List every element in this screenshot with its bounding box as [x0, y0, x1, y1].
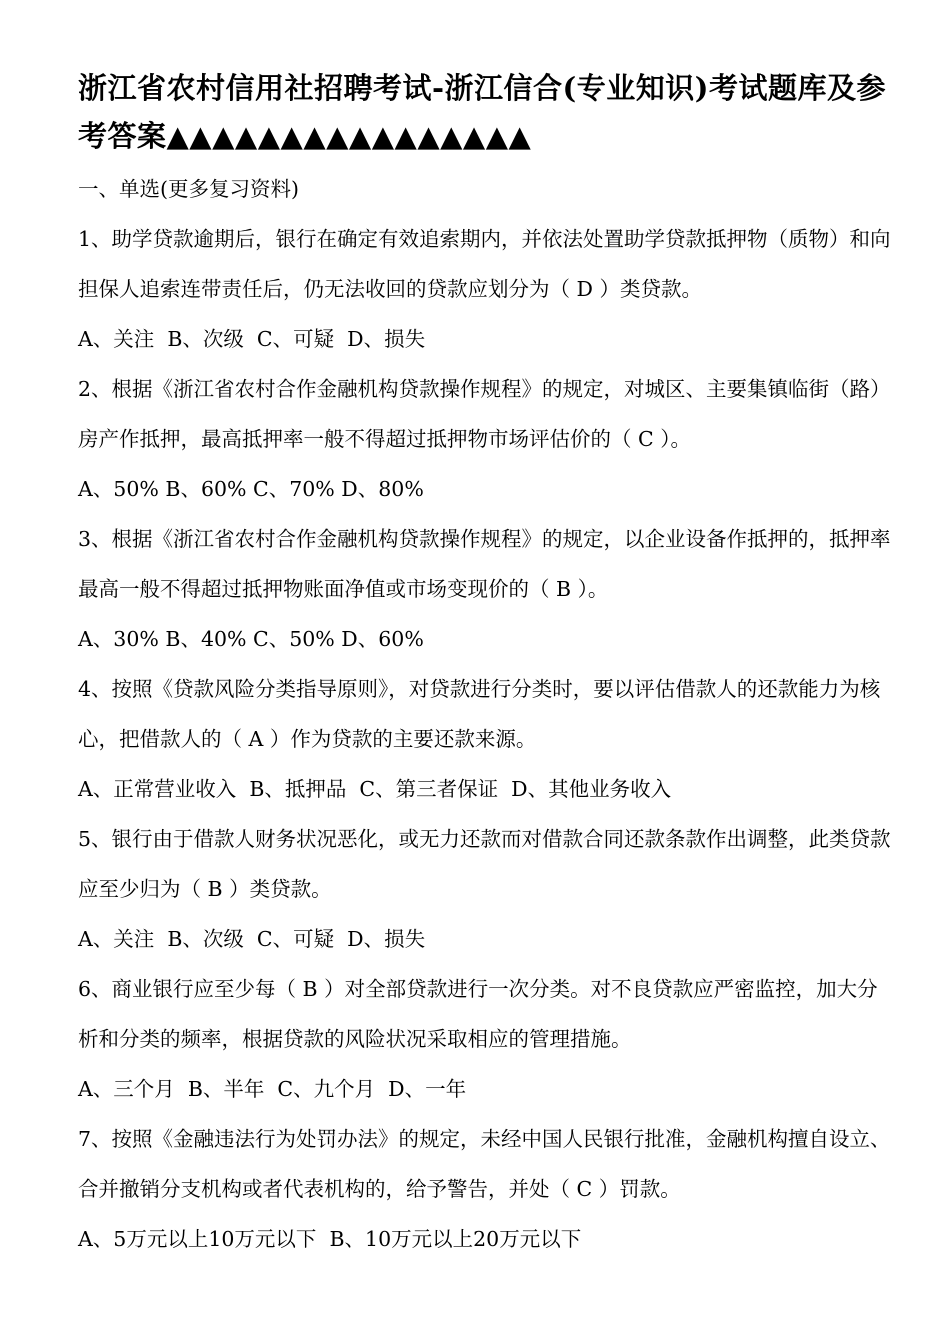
question-text: 5、银行由于借款人财务状况恶化，或无力还款而对借款合同还款条款作出调整，此类贷款应至少归为（ B ）类贷款。 — [78, 827, 891, 901]
question-2 — [78, 364, 898, 514]
question-text: 2、根据《浙江省农村合作金融机构贷款操作规程》的规定，对城区、主要集镇临街（路）房产作抵押，最高抵押率一般不得超过抵押物市场评估价的（ C ）。 — [78, 377, 891, 451]
question-options: A、30% B、40% C、50% D、60% — [78, 627, 424, 651]
question-1 — [78, 214, 898, 364]
question-text: 7、按照《金融违法行为处罚办法》的规定，未经中国人民银行批准，金融机构擅自设立、合并撤销分支机构或者代表机构的，给予警告，并处（ C ）罚款。 — [78, 1127, 891, 1201]
question-options: A、三个月 B、半年 C、九个月 D、一年 — [78, 1077, 467, 1101]
question-text: 1、助学贷款逾期后，银行在确定有效追索期内，并依法处置助学贷款抵押物（质物）和向担保人追索连带责任后，仍无法收回的贷款应划分为（ D ）类贷款。 — [78, 227, 891, 301]
question-3 — [78, 514, 898, 664]
question-7 — [78, 1114, 898, 1264]
question-options: A、正常营业收入 B、抵押品 C、第三者保证 D、其他业务收入 — [78, 777, 672, 801]
question-5 — [78, 814, 898, 964]
question-text: 4、按照《贷款风险分类指导原则》，对贷款进行分类时，要以评估借款人的还款能力为核心，把借款人的（ A ）作为贷款的主要还款来源。 — [78, 677, 881, 751]
section-heading: 一、单选(更多复习资料) — [78, 177, 299, 201]
question-options: A、关注 B、次级 C、可疑 D、损失 — [78, 327, 426, 351]
question-options: A、关注 B、次级 C、可疑 D、损失 — [78, 927, 426, 951]
question-options: A、5万元以上10万元以下 B、10万元以上20万元以下 — [78, 1227, 582, 1251]
question-6 — [78, 964, 898, 1114]
question-options: A、50% B、60% C、70% D、80% — [78, 477, 424, 501]
question-text: 6、商业银行应至少每（ B ）对全部贷款进行一次分类。对不良贷款应严密监控，加大分析和分类的频率，根据贷款的风险状况采取相应的管理措施。 — [78, 977, 878, 1051]
question-4 — [78, 664, 898, 814]
question-text: 3、根据《浙江省农村合作金融机构贷款操作规程》的规定，以企业设备作抵押的，抵押率最高一般不得超过抵押物账面净值或市场变现价的（ B ）。 — [78, 527, 891, 601]
document-title: 浙江省农村信用社招聘考试-浙江信合(专业知识)考试题库及参考答案▲▲▲▲▲▲▲▲▲▲▲▲▲▲▲▲ — [78, 71, 886, 153]
